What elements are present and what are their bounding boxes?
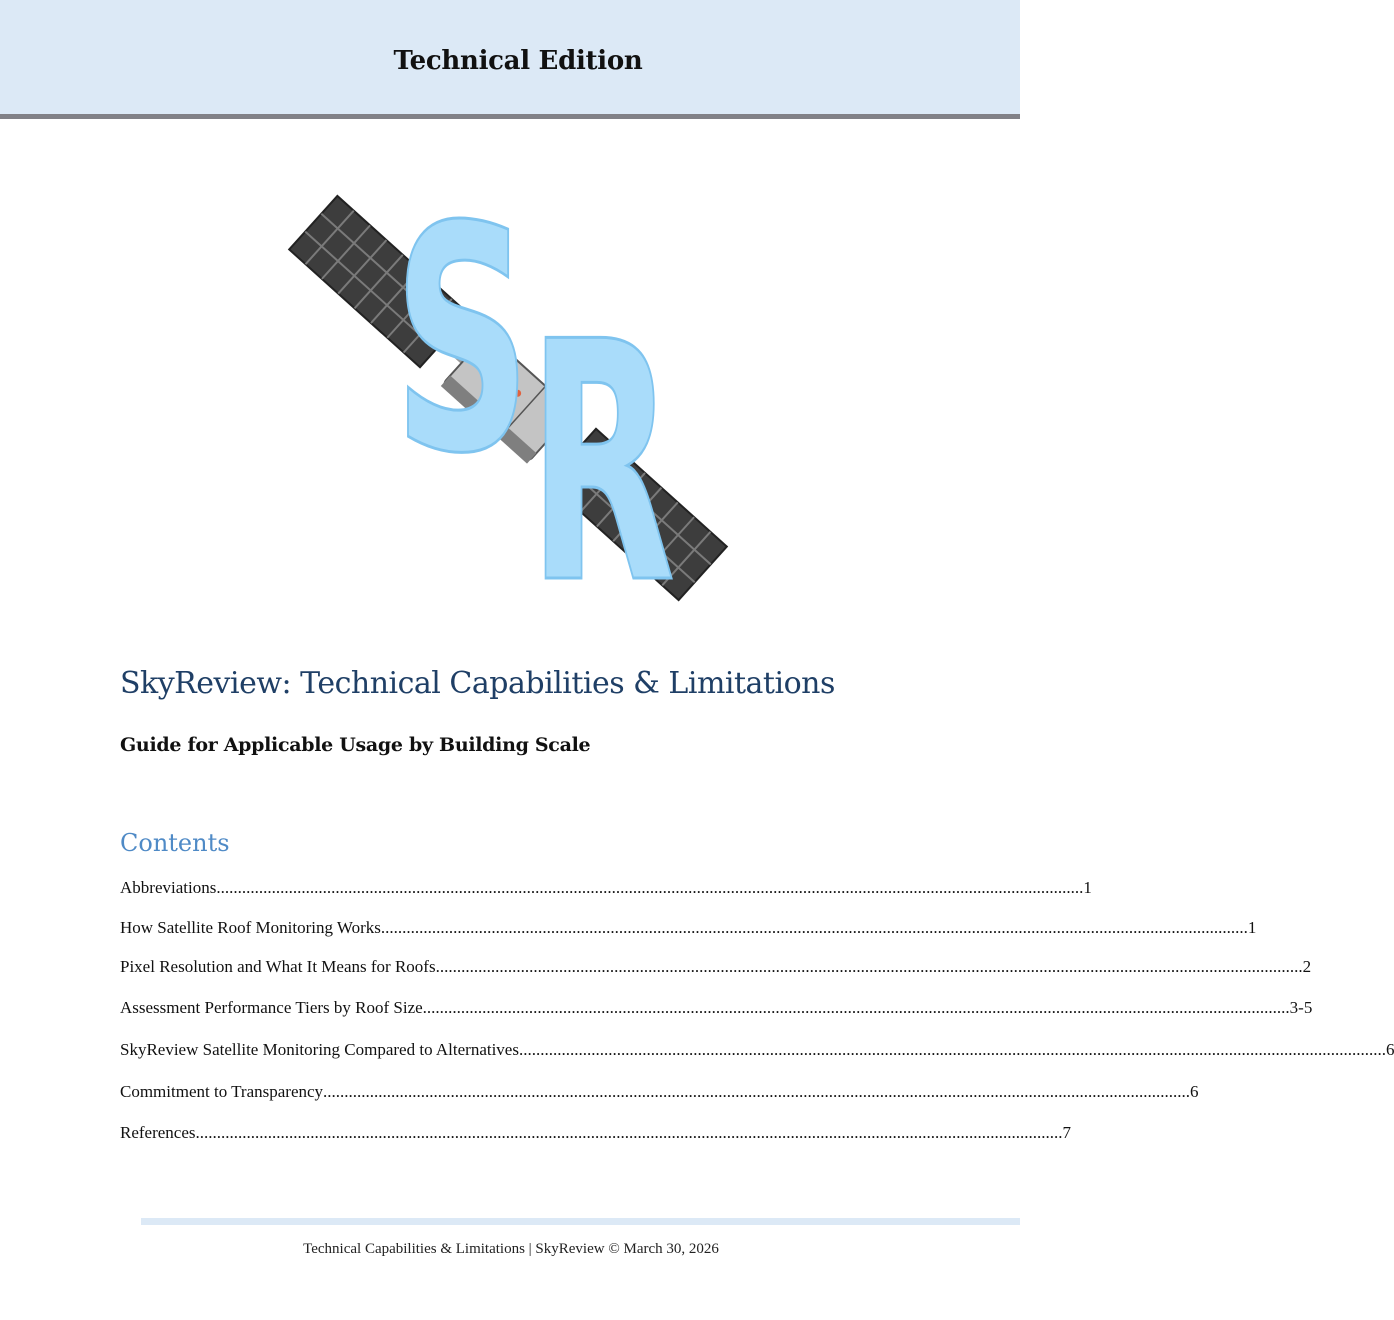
logo-letter-r: R — [528, 272, 676, 657]
toc-entry-performance-tiers[interactable] — [120, 998, 1313, 1022]
toc-entry-label: Commitment to Transparency — [120, 1082, 324, 1101]
toc-dot-leader: ............................................................................................................................................................................................................ — [323, 1082, 1191, 1101]
contents-heading: Contents — [120, 829, 230, 857]
toc-entry-label: Abbreviations — [120, 878, 217, 897]
toc-entry-page: 2 — [1302, 957, 1312, 976]
toc-entry-transparency[interactable] — [120, 1082, 1199, 1106]
toc-entry-how-it-works[interactable] — [120, 918, 1257, 942]
toc-entry-page: 6 — [1385, 1040, 1394, 1059]
satellite-icon — [288, 160, 728, 657]
document-title: SkyReview: Technical Capabilities & Limitations — [120, 666, 835, 701]
toc-entry-page: 1 — [1247, 918, 1257, 937]
document-subtitle: Guide for Applicable Usage by Building Scale — [120, 734, 591, 756]
toc-entry-page: 7 — [1062, 1123, 1072, 1142]
footer-text: Technical Capabilities & Limitations | SkyReview © March 30, 2026 — [303, 1241, 719, 1257]
toc-entry-abbreviations[interactable] — [120, 878, 1092, 902]
toc-dot-leader: ............................................................................................................................................................................................................ — [195, 1123, 1063, 1142]
toc-entry-page: 6 — [1190, 1082, 1199, 1101]
toc-entry-label: SkyReview Satellite Monitoring Compared to Alternatives — [120, 1040, 519, 1059]
toc-entry-page: 3-5 — [1289, 998, 1313, 1017]
toc-entry-pixel-resolution[interactable] — [120, 957, 1312, 981]
footer-divider — [141, 1218, 1020, 1225]
toc-dot-leader: ............................................................................................................................................................................................................ — [435, 957, 1303, 976]
toc-entry-label: Pixel Resolution and What It Means for Roofs — [120, 957, 436, 976]
toc-entry-label: Assessment Performance Tiers by Roof Size — [120, 998, 423, 1017]
toc-dot-leader: ............................................................................................................................................................................................................ — [380, 918, 1248, 937]
toc-entry-page: 1 — [1083, 878, 1092, 897]
header-divider — [0, 114, 1020, 119]
toc-dot-leader: ............................................................................................................................................................................................................ — [422, 998, 1290, 1017]
toc-dot-leader: ............................................................................................................................................................................................................ — [518, 1040, 1386, 1059]
toc-entry-alternatives[interactable] — [120, 1040, 1394, 1064]
toc-entry-label: How Satellite Roof Monitoring Works — [120, 918, 381, 937]
toc-entry-references[interactable] — [120, 1123, 1072, 1147]
toc-entry-label: References — [120, 1123, 196, 1142]
logo-letter-s: S — [393, 160, 532, 522]
edition-label: Technical Edition — [393, 46, 643, 76]
toc-dot-leader: ............................................................................................................................................................................................................ — [216, 878, 1084, 897]
